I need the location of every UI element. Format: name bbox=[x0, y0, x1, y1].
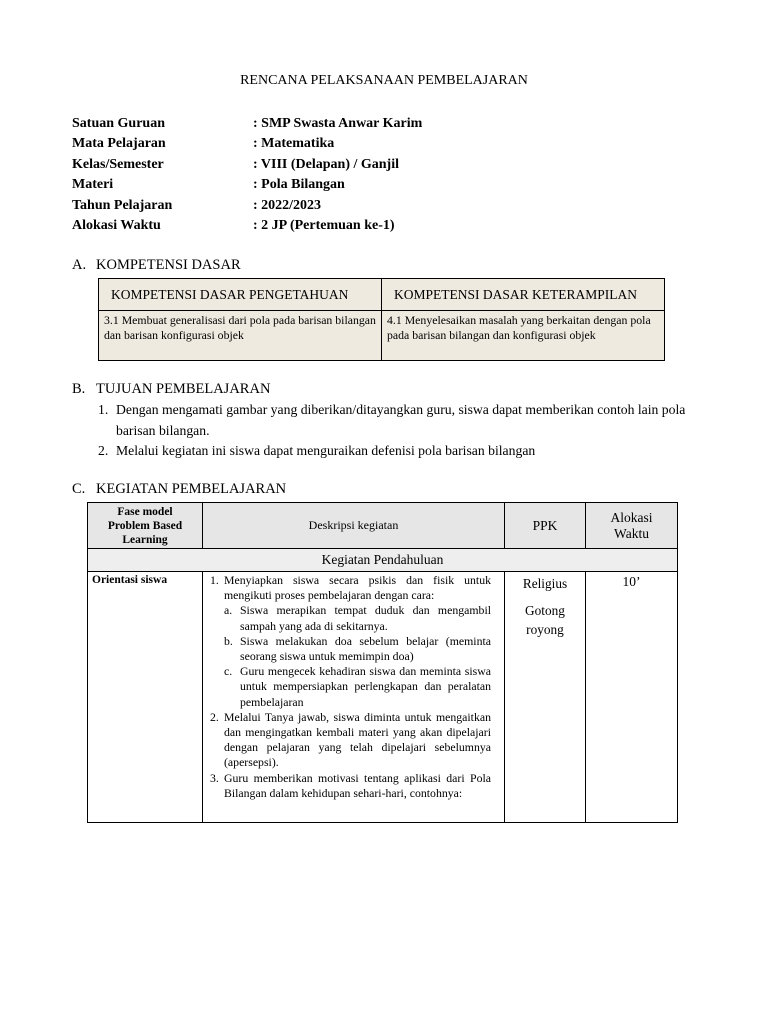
section-title: TUJUAN PEMBELAJARAN bbox=[96, 381, 271, 397]
info-row bbox=[72, 114, 422, 134]
list-number: 2. bbox=[98, 443, 109, 458]
header-fase bbox=[88, 503, 203, 549]
header-alokasi-line: Alokasi bbox=[610, 509, 653, 525]
step-number: 3. bbox=[210, 770, 219, 785]
sub-step-text: Siswa melakukan doa sebelum belajar (meminta seorang siswa untuk memimpin doa) bbox=[240, 633, 491, 664]
step-item bbox=[210, 710, 491, 771]
info-value: : Pola Bilangan bbox=[253, 177, 345, 193]
info-label: Tahun Pelajaran bbox=[72, 197, 173, 213]
kompetensi-dasar-table bbox=[98, 278, 665, 361]
section-a-heading bbox=[72, 257, 241, 274]
section-letter: B. bbox=[72, 381, 86, 397]
info-row bbox=[72, 134, 422, 154]
sub-step-text: Siswa merapikan tempat duduk dan mengambil sampah yang ada di sekitarnya. bbox=[240, 603, 491, 633]
identity-block bbox=[72, 114, 422, 236]
list-text: Melalui kegiatan ini siswa dapat menguraikan defenisi pola barisan bilangan bbox=[116, 443, 536, 458]
section-letter: A. bbox=[72, 257, 87, 273]
step-number: 2. bbox=[210, 709, 219, 724]
sub-step-letter: b. bbox=[224, 633, 233, 648]
section-c-heading bbox=[72, 481, 286, 498]
sub-step-letter: c. bbox=[224, 664, 233, 679]
subheader-pendahuluan: Kegiatan Pendahuluan bbox=[88, 549, 678, 572]
kd-cell-keterampilan: 4.1 Menyelesaikan masalah yang berkaitan dengan pola pada barisan bilangan dan konfigurasi objek bbox=[382, 311, 665, 361]
section-letter: C. bbox=[72, 481, 86, 497]
ppk-value: Gotong bbox=[525, 603, 565, 618]
cell-fase: Orientasi siswa bbox=[88, 572, 203, 823]
info-row bbox=[72, 175, 422, 195]
cell-alokasi: 10’ bbox=[586, 572, 678, 823]
header-deskripsi: Deskripsi kegiatan bbox=[203, 503, 505, 549]
list-item bbox=[98, 399, 698, 441]
info-value: : 2 JP (Pertemuan ke-1) bbox=[253, 217, 395, 233]
info-value: : SMP Swasta Anwar Karim bbox=[253, 116, 423, 131]
step-item bbox=[210, 573, 491, 603]
info-value: : VIII (Delapan) / Ganjil bbox=[253, 156, 399, 172]
info-label: Kelas/Semester bbox=[72, 156, 164, 172]
info-row bbox=[72, 216, 422, 236]
ppk-value: royong bbox=[526, 622, 564, 637]
info-value: : Matematika bbox=[253, 136, 335, 152]
sub-step-item bbox=[224, 634, 491, 664]
info-row bbox=[72, 196, 422, 216]
header-alokasi bbox=[586, 503, 678, 549]
list-item bbox=[98, 440, 698, 461]
step-text: Guru memberikan motivasi tentang aplikasi dari Pola Bilangan dalam kehidupan sehari-hari, contohnya: bbox=[224, 770, 491, 800]
sub-step-item bbox=[224, 603, 491, 633]
kd-cell-pengetahuan: 3.1 Membuat generalisasi dari pola pada barisan bilangan dan barisan konfigurasi objek bbox=[99, 311, 382, 361]
header-alokasi-line: Waktu bbox=[614, 525, 649, 541]
info-label: Mata Pelajaran bbox=[72, 136, 166, 152]
info-row bbox=[72, 155, 422, 175]
sub-step-letter: a. bbox=[224, 603, 233, 618]
section-b-heading bbox=[72, 381, 270, 398]
info-value: : 2022/2023 bbox=[253, 197, 322, 213]
sub-step-item bbox=[224, 664, 491, 710]
tujuan-list bbox=[98, 399, 698, 461]
kd-header-keterampilan: KOMPETENSI DASAR KETERAMPILAN bbox=[382, 279, 665, 311]
document-title: RENCANA PELAKSANAAN PEMBELAJARAN bbox=[240, 73, 528, 88]
kd-header-pengetahuan: KOMPETENSI DASAR PENGETAHUAN bbox=[99, 279, 382, 311]
info-label: Satuan Guruan bbox=[72, 116, 165, 131]
step-text: Menyiapkan siswa secara psikis dan fisik untuk mengikuti proses pembelajaran dengan cara: bbox=[224, 573, 491, 603]
section-title: KOMPETENSI DASAR bbox=[96, 257, 241, 273]
step-number: 1. bbox=[210, 573, 219, 587]
ppk-value: Religius bbox=[522, 576, 568, 591]
header-fase-line: Problem Based bbox=[107, 519, 183, 532]
header-fase-line: Fase model bbox=[117, 505, 173, 518]
cell-ppk bbox=[505, 572, 586, 823]
list-number: 1. bbox=[98, 402, 109, 417]
info-label: Alokasi Waktu bbox=[72, 217, 161, 233]
step-item bbox=[210, 771, 491, 801]
sub-step-text: Guru mengecek kehadiran siswa dan meminta siswa untuk mempersiapkan perlengkapan dan peralatan pembelajaran bbox=[240, 664, 491, 709]
section-title: KEGIATAN PEMBELAJARAN bbox=[96, 481, 287, 497]
header-ppk: PPK bbox=[505, 503, 586, 549]
step-text: Melalui Tanya jawab, siswa diminta untuk mengaitkan dan mengingatkan kembali materi yang akan dipelajari dengan pelajaran yang telah dipelajari sebelumnya (apersepsi). bbox=[224, 709, 491, 770]
cell-deskripsi bbox=[203, 572, 505, 823]
info-label: Materi bbox=[72, 177, 114, 193]
spacer bbox=[506, 593, 584, 601]
header-fase-line: Learning bbox=[122, 533, 168, 546]
kegiatan-table bbox=[87, 502, 678, 823]
list-text: Dengan mengamati gambar yang diberikan/ditayangkan guru, siswa dapat memberikan contoh lain pola barisan bilangan. bbox=[116, 402, 686, 438]
